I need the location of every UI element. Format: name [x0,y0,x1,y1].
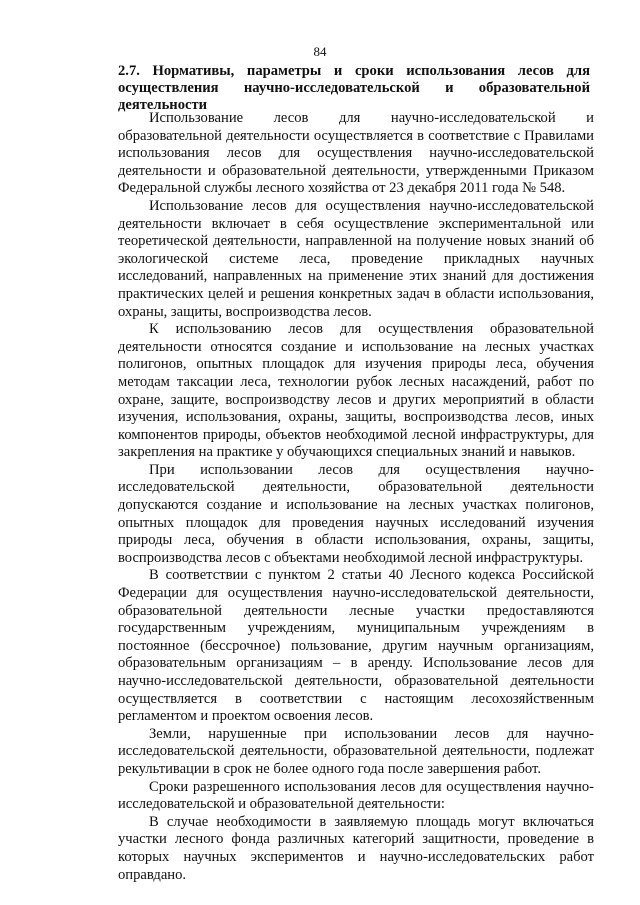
paragraph: К использованию лесов для осуществления образовательной деятельности относятся создание и использование на лесных участках полигонов, опытных площадок для изучения природы леса, обучения методам таксации леса, технологии рубок лесных насаждений, работ по охране, защите, воспроизводству лесов и других мероприятий в области изучения, использования, охраны, защиты, воспроизводства лесов, иных компонентов природы, объектов необходимой лесной инфраструктуры, для закрепления на практике у обучающихся специальных знаний и навыков. [118,321,594,461]
paragraph: При использовании лесов для осуществления научно-исследовательской деятельности, образовательной деятельности допускаются создание и использование на лесных участках полигонов, опытных площадок для проведения научных исследований изучения природы леса, обучения в области использования, охраны, защиты, воспроизводства лесов с объектами необходимой лесной инфраструктуры. [118,461,594,566]
paragraph: В случае необходимости в заявляемую площадь могут включаться участки лесного фонда различных категорий защитности, проведение в которых научных экспериментов и научно-исследовательских работ оправдано. [118,813,594,883]
page-number: 84 [313,44,327,59]
paragraph: В соответствии с пунктом 2 статьи 40 Лесного кодекса Российской Федерации для осуществления научно-исследовательской деятельности, образовательной деятельности лесные участки предоставляются государственным учреждениям, муниципальным учреждениям в постоянное (бессрочное) пользование, другим научным организациям, образовательным организациям – в аренду. Использование лесов для научно-исследовательской деятельности, образовательной деятельности осуществляется в соответствии с настоящим лесохозяйственным регламентом и проектом освоения лесов. [118,567,594,725]
paragraph: Использование лесов для научно-исследовательской и образовательной деятельности осуществляется в соответствие с Правилами использования лесов для осуществления научно-исследовательской деятельности и образовательной деятельности, утвержденными Приказом Федеральной службы лесного хозяйства от 23 декабря 2011 года № 548. [118,110,594,197]
paragraph: Земли, нарушенные при использовании лесов для научно-исследовательской деятельности, образовательной деятельности, подлежат рекультивации в срок не более одного года после завершения работ. [118,725,594,777]
section-heading: 2.7. Нормативы, параметры и сроки использования лесов для осуществления научно-исследовательской и образовательной деятельности [118,63,590,113]
paragraph: Использование лесов для осуществления научно-исследовательской деятельности включает в себя осуществление экспериментальной или теоретической деятельности, направленной на получение новых знаний об экологической системе леса, проведение прикладных научных исследований, направленных на применение этих знаний для достижения практических целей и решения конкретных задач в области использования, охраны, защиты, воспроизводства лесов. [118,197,594,320]
paragraph: Сроки разрешенного использования лесов для осуществления научно-исследовательской и образовательной деятельности: [118,778,594,813]
document-body [118,110,594,884]
